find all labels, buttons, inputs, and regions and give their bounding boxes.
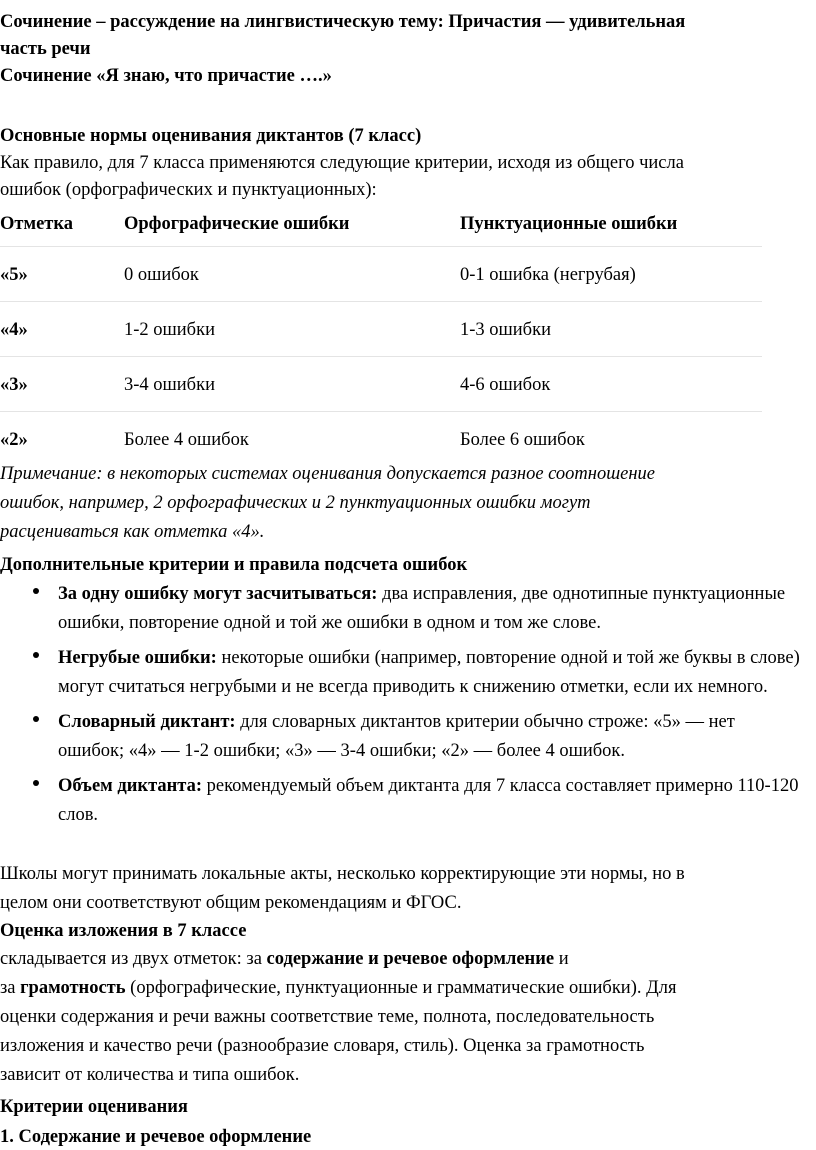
extra-heading: Дополнительные критерии и правила подсчета ошибок [0,555,468,575]
table-row [0,357,762,412]
grading-table [0,204,762,466]
essay-term: грамотность [20,978,126,998]
essay-heading: Оценка изложения в 7 классе [0,921,247,941]
table-row [0,412,762,466]
list-item [0,772,816,830]
list-item-text: два исправления, две однотипные пунктуационные ошибки, повторение одной и той же ошибки в одном и том же слове. [58,584,786,633]
list-item-term: Словарный диктант: [58,712,236,732]
table-cell: Более 4 ошибок [124,430,249,450]
list-item-term: Объем диктанта: [58,776,203,796]
bullet-icon [33,716,39,722]
bullet-icon [33,652,39,658]
doc-title-line-2: часть речи [0,39,91,59]
list-item-text: рекомендуемый объем диктанта для 7 класса составляет примерно 110-120 слов. [58,776,799,825]
table-row [0,247,762,302]
table-header-row [0,204,762,247]
table-cell: 1-3 ошибки [460,320,551,340]
essay-line-2 [0,976,676,1000]
essay-text: складывается из двух отметок: за [0,949,267,969]
essay-text: и [554,949,569,969]
schools-line-1: Школы могут принимать локальные акты, несколько корректирующие эти нормы, но в [0,864,685,884]
note-line-3: расцениваться как отметка «4». [0,522,265,542]
list-item-text: для словарных диктантов критерии обычно строже: «5» — нет ошибок; «4» — 1-2 ошибки; «3» — 3-4 ошибки; «2» — более 4 ошибок. [58,712,735,761]
bullet-icon [33,780,39,786]
essay-text: (орфографические, пунктуационные и грамматические ошибки). Для [125,978,677,998]
norms-heading: Основные нормы оценивания диктантов (7 класс) [0,126,422,146]
note-line-1: Примечание: в некоторых системах оценивания допускается разное соотношение [0,464,656,484]
essay-term: содержание и речевое оформление [266,949,555,969]
table-header-cell: Пунктуационные ошибки [460,214,678,234]
table-cell-grade: «4» [0,320,28,340]
table-header-cell: Орфографические ошибки [124,214,350,234]
table-cell: 1-2 ошибки [124,320,215,340]
essay-line-3: оценки содержания и речи важны соответствие теме, полнота, последовательность [0,1007,655,1027]
norms-intro-line-1: Как правило, для 7 класса применяются следующие критерии, исходя из общего числа [0,153,684,173]
list-item-term: За одну ошибку могут засчитываться: [58,584,378,604]
table-row [0,302,762,357]
list-item-term: Негрубые ошибки: [58,648,217,668]
doc-subtitle: Сочинение «Я знаю, что причастие ….» [0,66,332,86]
schools-line-2: целом они соответствуют общим рекомендациям и ФГОС. [0,893,462,913]
table-cell-grade: «3» [0,375,28,395]
criteria-bullet-list [0,580,816,836]
table-header-cell: Отметка [0,214,74,234]
table-cell: 0 ошибок [124,265,199,285]
table-cell-grade: «5» [0,265,28,285]
list-item [0,644,816,702]
table-cell: Более 6 ошибок [460,430,585,450]
norms-intro-line-2: ошибок (орфографических и пунктуационных): [0,180,377,200]
doc-title-line-1: Сочинение – рассуждение на лингвистическую тему: Причастия — удивительная [0,12,686,32]
criteria-subheading: 1. Содержание и речевое оформление [0,1127,312,1147]
essay-line-4: изложения и качество речи (разнообразие словаря, стиль). Оценка за грамотность [0,1036,645,1056]
list-item-text: некоторые ошибки (например, повторение одной и той же буквы в слове) могут считаться негрубыми и не всегда приводить к снижению отметки, если их немного. [58,648,800,697]
essay-line-1 [0,947,569,971]
criteria-heading: Критерии оценивания [0,1097,188,1117]
table-cell-grade: «2» [0,430,28,450]
note-line-2: ошибок, например, 2 орфографических и 2 пунктуационных ошибки могут [0,493,591,513]
table-cell: 3-4 ошибки [124,375,215,395]
table-cell: 4-6 ошибок [460,375,551,395]
list-item [0,708,816,766]
table-cell: 0-1 ошибка (негрубая) [460,265,636,285]
bullet-icon [33,588,39,594]
essay-text: за [0,978,21,998]
essay-line-5: зависит от количества и типа ошибок. [0,1065,300,1085]
list-item [0,580,816,638]
